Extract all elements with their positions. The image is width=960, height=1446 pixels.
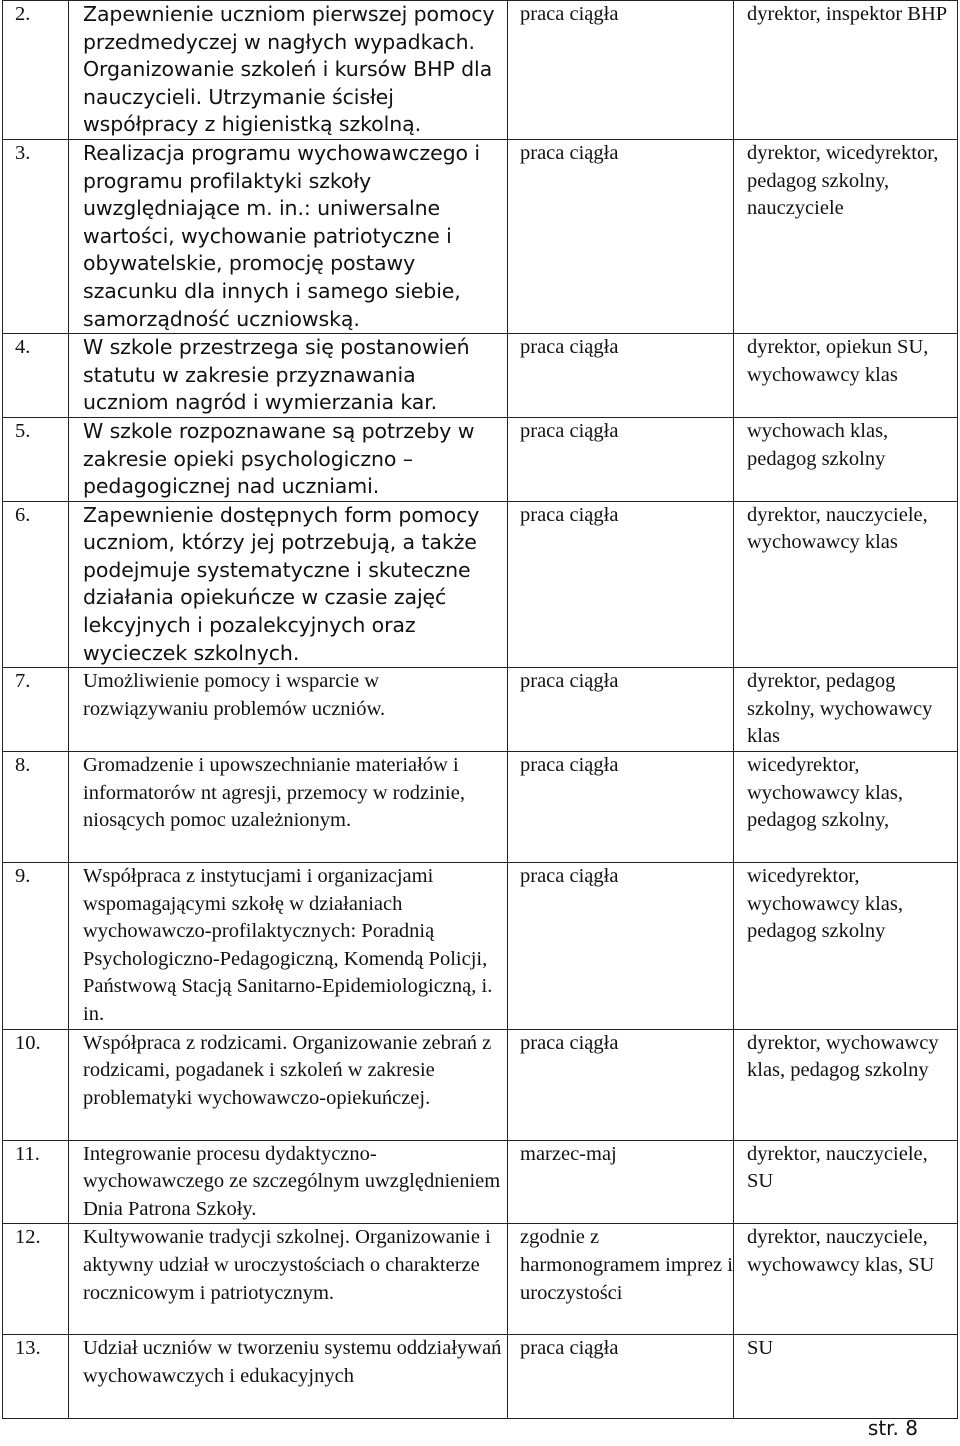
task-description: Integrowanie procesu dydaktyczno-wychowawczego ze szczególnym uwzględnieniem Dnia Patrona Szkoły. (69, 1140, 508, 1224)
task-description: Zapewnienie uczniom pierwszej pomocy przedmedyczej w nagłych wypadkach. Organizowanie szkoleń i kursów BHP dla nauczycieli. Utrzymanie ścisłej współpracy z higienistką szkolną. (69, 1, 508, 140)
table-row (3, 863, 958, 1030)
task-responsible: dyrektor, pedagog szkolny, wychowawcy klas (734, 668, 958, 752)
task-timeframe: praca ciągła (508, 752, 734, 863)
table-row (3, 417, 958, 501)
task-responsible: wicedyrektor, wychowawcy klas, pedagog szkolny (734, 863, 958, 1030)
task-responsible: dyrektor, inspektor BHP (734, 1, 958, 140)
row-number: 11. (3, 1140, 69, 1224)
task-description: Umożliwienie pomocy i wsparcie w rozwiązywaniu problemów uczniów. (69, 668, 508, 752)
task-description: W szkole przestrzega się postanowień statutu w zakresie przyznawania uczniom nagród i wymierzania kar. (69, 334, 508, 418)
task-responsible: wicedyrektor, wychowawcy klas, pedagog szkolny, (734, 752, 958, 863)
row-number: 12. (3, 1224, 69, 1335)
task-description: Współpraca z rodzicami. Organizowanie zebrań z rodzicami, pogadanek i szkoleń w zakresie problematyki wychowawczo-opiekuńczej. (69, 1029, 508, 1140)
row-number: 10. (3, 1029, 69, 1140)
task-timeframe: praca ciągła (508, 1, 734, 140)
row-number: 2. (3, 1, 69, 140)
task-timeframe: praca ciągła (508, 668, 734, 752)
task-timeframe: praca ciągła (508, 139, 734, 333)
table-row (3, 1029, 958, 1140)
row-number: 3. (3, 139, 69, 333)
task-responsible: dyrektor, nauczyciele, SU (734, 1140, 958, 1224)
table-row (3, 1140, 958, 1224)
task-responsible: dyrektor, nauczyciele, wychowawcy klas (734, 501, 958, 668)
table-row (3, 1224, 958, 1335)
table-row (3, 1, 958, 140)
task-responsible: dyrektor, nauczyciele, wychowawcy klas, SU (734, 1224, 958, 1335)
task-timeframe: zgodnie z harmonogramem imprez i uroczystości (508, 1224, 734, 1335)
table-row (3, 139, 958, 333)
table-row (3, 501, 958, 668)
row-number: 6. (3, 501, 69, 668)
task-timeframe: praca ciągła (508, 334, 734, 418)
task-responsible: SU (734, 1335, 958, 1419)
task-timeframe: marzec-maj (508, 1140, 734, 1224)
task-timeframe: praca ciągła (508, 417, 734, 501)
table-row (3, 668, 958, 752)
task-description: Udział uczniów w tworzeniu systemu oddziaływań wychowawczych i edukacyjnych (69, 1335, 508, 1419)
row-number: 4. (3, 334, 69, 418)
table-row (3, 1335, 958, 1419)
task-description: Współpraca z instytucjami i organizacjami wspomagającymi szkołę w działaniach wychowawczo-profilaktycznych: Poradnią Psychologiczno-Pedagogiczną, Komendą Policji, Państwową Stacją Sanitarno-Epidemiologiczną, i. in. (69, 863, 508, 1030)
row-number: 13. (3, 1335, 69, 1419)
task-description: Zapewnienie dostępnych form pomocy uczniom, którzy jej potrzebują, a także podejmuje systematyczne i skuteczne działania opiekuńcze w czasie zajęć lekcyjnych i pozalekcyjnych oraz wycieczek szkolnych. (69, 501, 508, 668)
row-number: 5. (3, 417, 69, 501)
table-row (3, 752, 958, 863)
task-description: Gromadzenie i upowszechnianie materiałów i informatorów nt agresji, przemocy w rodzinie, niosących pomoc uzależnionym. (69, 752, 508, 863)
table-row (3, 334, 958, 418)
row-number: 9. (3, 863, 69, 1030)
tasks-table (2, 0, 958, 1419)
task-timeframe: praca ciągła (508, 863, 734, 1030)
task-responsible: dyrektor, opiekun SU, wychowawcy klas (734, 334, 958, 418)
task-timeframe: praca ciągła (508, 1335, 734, 1419)
page-number: str. 8 (867, 1416, 918, 1440)
task-timeframe: praca ciągła (508, 501, 734, 668)
task-responsible: dyrektor, wicedyrektor, pedagog szkolny, nauczyciele (734, 139, 958, 333)
task-description: Realizacja programu wychowawczego i programu profilaktyki szkoły uwzględniające m. in.: uniwersalne wartości, wychowanie patriotyczne i obywatelskie, promocję postawy szacunku dla innych i samego siebie, samorządność uczniowską. (69, 139, 508, 333)
task-responsible: dyrektor, wychowawcy klas, pedagog szkolny (734, 1029, 958, 1140)
task-description: W szkole rozpoznawane są potrzeby w zakresie opieki psychologiczno – pedagogicznej nad uczniami. (69, 417, 508, 501)
task-timeframe: praca ciągła (508, 1029, 734, 1140)
row-number: 8. (3, 752, 69, 863)
task-description: Kultywowanie tradycji szkolnej. Organizowanie i aktywny udział w uroczystościach o charakterze rocznicowym i patriotycznym. (69, 1224, 508, 1335)
task-responsible: wychowach klas, pedagog szkolny (734, 417, 958, 501)
row-number: 7. (3, 668, 69, 752)
